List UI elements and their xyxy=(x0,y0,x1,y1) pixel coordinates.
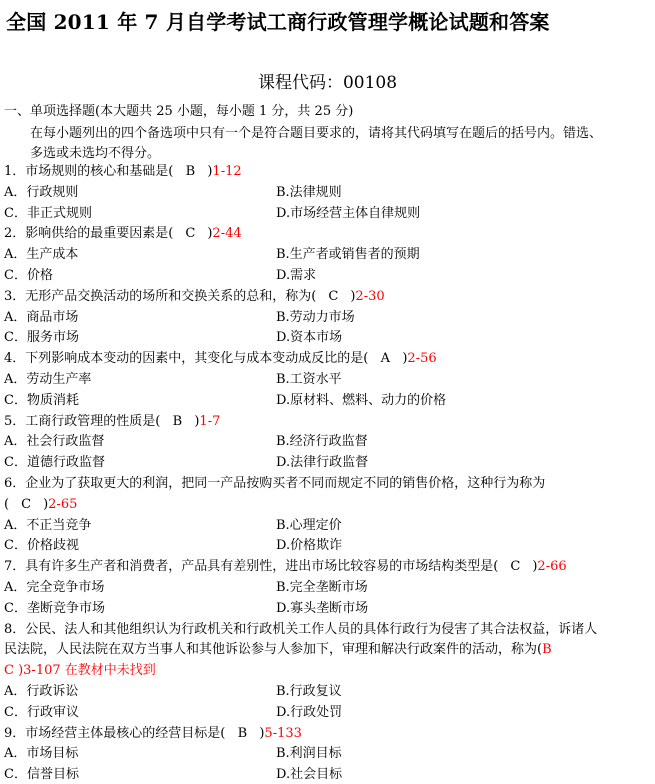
question-9-option-d: D.社会目标 xyxy=(276,767,343,783)
question-6-option-d: D.价格欺诈 xyxy=(276,538,343,554)
question-4-option-b: B.工资水平 xyxy=(276,372,342,387)
textbook-reference: C )3-107 在教材中未找到 xyxy=(4,663,156,679)
question-text: 2．影响供给的最重要因素是( xyxy=(4,226,174,242)
close-paren: ) xyxy=(402,351,408,367)
textbook-reference: 2-56 xyxy=(407,351,437,367)
question-9-option-a: A．市场目标 xyxy=(4,746,79,762)
textbook-reference: B xyxy=(542,642,552,658)
answer-letter: B xyxy=(172,413,183,429)
question-6-option-a: A．不正当竞争 xyxy=(4,517,92,533)
textbook-reference: 2-44 xyxy=(212,226,242,242)
textbook-reference: 5-133 xyxy=(264,725,302,741)
close-paren: ) xyxy=(207,164,213,179)
question-text: 民法院，人民法院在双方当事人和其他诉讼参与人参加下，审理和解决行政案件的活动，称为( xyxy=(4,642,543,658)
document-title: 全国 2011 年 7 月自学考试工商行政管理学概论试题和答案 xyxy=(6,10,550,34)
question-7-option-d: D.寡头垄断市场 xyxy=(276,600,369,616)
question-3-option-a: A．商品市场 xyxy=(4,309,79,325)
question-text: 7．具有许多生产者和消费者，产品具有差别性，进出市场比较容易的市场结构类型是( xyxy=(4,559,499,575)
question-9-line-1 xyxy=(4,725,302,743)
question-text: 5．工商行政管理的性质是( xyxy=(4,413,161,429)
question-8-option-b: B.行政复议 xyxy=(276,684,342,699)
question-3-line-1 xyxy=(4,288,385,306)
question-2-option-c: C．价格 xyxy=(4,268,53,283)
question-text: ( xyxy=(4,496,10,512)
question-7-option-c: C．垄断竞争市场 xyxy=(4,600,105,616)
question-5-option-c: C．道德行政监督 xyxy=(4,455,105,471)
close-paren: ) xyxy=(259,725,265,741)
textbook-reference: 2-66 xyxy=(537,559,567,575)
answer-letter: B xyxy=(185,164,196,179)
question-text: 4．下列影响成本变动的因素中，其变化与成本变动成反比的是( xyxy=(4,351,369,367)
question-1-option-a: A．行政规则 xyxy=(4,184,79,200)
question-6-option-b: B.心理定价 xyxy=(276,517,342,533)
close-paren: ) xyxy=(43,496,49,512)
question-3-option-c: C．服务市场 xyxy=(4,330,79,346)
question-8-option-a: A．行政诉讼 xyxy=(4,684,79,699)
answer-letter: B xyxy=(237,725,248,741)
textbook-reference: 2-65 xyxy=(48,496,78,512)
question-5-option-a: A．社会行政监督 xyxy=(4,434,105,450)
question-text: 1．市场规则的核心和基础是( xyxy=(4,164,174,179)
question-8-option-c: C．行政审议 xyxy=(4,704,79,720)
course-code: 课程代码：00108 xyxy=(257,73,398,93)
close-paren: ) xyxy=(194,413,200,429)
question-text: 6．企业为了获取更大的利润，把同一产品按购买者不同而规定不同的销售价格，这种行为称为 xyxy=(4,476,546,491)
question-text: 3．无形产品交换活动的场所和交换关系的总和，称为( xyxy=(4,288,317,304)
close-paren: ) xyxy=(207,226,213,242)
question-1-option-d: D.市场经营主体自律规则 xyxy=(276,205,421,221)
answer-letter: C xyxy=(185,226,196,242)
question-6-option-c: C．价格歧视 xyxy=(4,538,79,554)
instruction-line-1: 在每小题列出的四个备选项中只有一个是符合题目要求的，请将其代码填写在题后的括号内。错选、 xyxy=(30,126,603,141)
question-text: 8．公民、法人和其他组织认为行政机关和行政机关工作人员的具体行政行为侵害了其合法权益，诉诸人 xyxy=(4,621,598,637)
textbook-reference: 2-30 xyxy=(355,288,385,304)
question-8-line-2 xyxy=(4,641,552,659)
question-7-line-1 xyxy=(4,558,567,576)
question-9-option-c: C．信誉目标 xyxy=(4,767,79,783)
question-8-line-1 xyxy=(4,621,597,639)
question-9-option-b: B.利润目标 xyxy=(276,746,342,762)
textbook-reference: 1-12 xyxy=(212,164,242,179)
question-3-option-b: B.劳动力市场 xyxy=(276,309,355,325)
question-6-line-1 xyxy=(4,475,545,493)
question-4-option-c: C．物质消耗 xyxy=(4,392,79,408)
question-2-option-b: B.生产者或销售者的预期 xyxy=(276,247,420,263)
question-text: 9．市场经营主体最核心的经营目标是( xyxy=(4,725,226,741)
answer-letter: C xyxy=(510,559,521,575)
answer-letter: A xyxy=(380,351,391,367)
question-2-option-d: D.需求 xyxy=(276,268,317,283)
question-2-option-a: A．生产成本 xyxy=(4,247,79,263)
question-4-line-1 xyxy=(4,350,437,368)
question-1-option-c: C．非正式规则 xyxy=(4,205,92,221)
close-paren: ) xyxy=(350,288,356,304)
question-5-option-d: D.法律行政监督 xyxy=(276,455,369,471)
question-2-line-1 xyxy=(4,225,242,243)
answer-letter: C xyxy=(328,288,339,304)
question-7-option-a: A．完全竞争市场 xyxy=(4,580,105,595)
section-heading: 一、单项选择题(本大题共 25 小题，每小题 1 分，共 25 分) xyxy=(4,104,354,119)
question-3-option-d: D.资本市场 xyxy=(276,330,343,346)
question-4-option-a: A．劳动生产率 xyxy=(4,372,92,387)
instruction-line-2: 多选或未选均不得分。 xyxy=(30,146,161,161)
textbook-reference: 1-7 xyxy=(199,413,221,429)
question-7-option-b: B.完全垄断市场 xyxy=(276,580,368,595)
question-5-line-1 xyxy=(4,413,220,431)
answer-letter: C xyxy=(21,496,32,512)
close-paren: ) xyxy=(532,559,538,575)
question-6-line-2 xyxy=(4,496,77,514)
question-8-line-3 xyxy=(4,662,156,680)
question-1-line-1 xyxy=(4,163,242,181)
question-1-option-b: B.法律规则 xyxy=(276,184,342,200)
question-4-option-d: D.原材料、燃料、动力的价格 xyxy=(276,392,447,408)
question-8-option-d: D.行政处罚 xyxy=(276,704,343,720)
question-5-option-b: B.经济行政监督 xyxy=(276,434,368,450)
